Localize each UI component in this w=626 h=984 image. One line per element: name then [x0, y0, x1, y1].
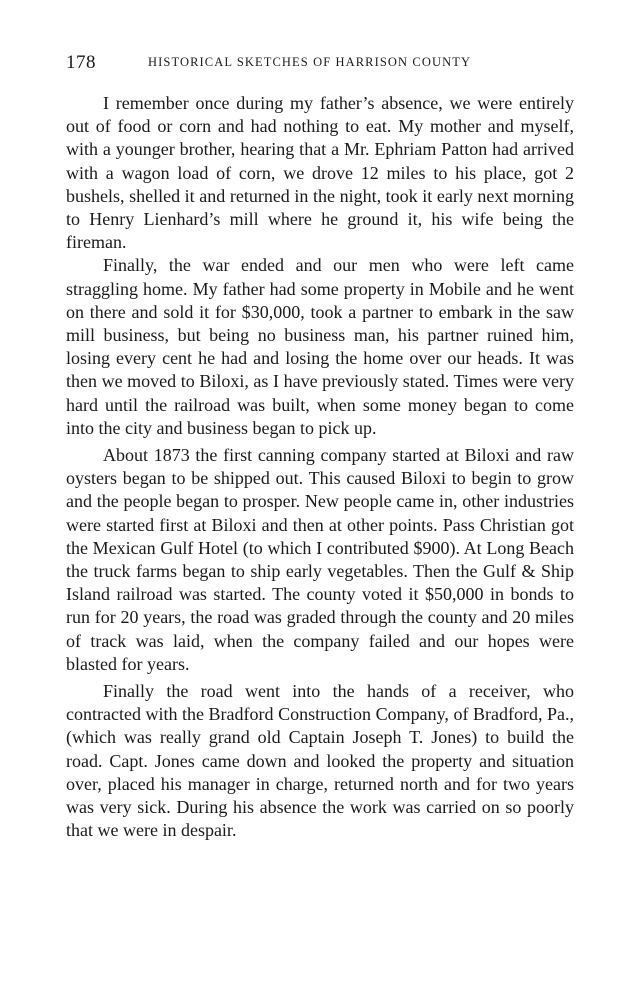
paragraph-2: Finally, the war ended and our men who were left came straggling home. My father had some property in Mobile and he went on there and sold it for $30,000, took a partner to embark in the saw mill business, but being no business man, his partner ruined him, losing every cent he had and losing the home over our heads. It was then we moved to Biloxi, as I have previously stated. Times were very hard until the railroad was built, when some money began to come into the city and business began to pick up.	[66, 255, 574, 438]
page-header	[66, 52, 556, 76]
paragraph-1: I remember once during my father’s absence, we were entirely out of food or corn and had nothing to eat. My mother and myself, with a younger brother, hearing that a Mr. Ephriam Patton had arrived with a wagon load of corn, we drove 12 miles to his place, got 2 bushels, shelled it and returned in the night, took it early next morning to Henry Lienhard’s mill where he ground it, his wife being the fireman.	[66, 93, 574, 253]
running-title: HISTORICAL SKETCHES OF HARRISON COUNTY	[148, 55, 472, 69]
paragraph-4: Finally the road went into the hands of a receiver, who contracted with the Bradford Construction Company, of Bradford, Pa., (which was really grand old Captain Joseph T. Jones) to build the road. Capt. Jones came down and looked the property and situation over, placed his manager in charge, returned north and for two years was very sick. During his absence the work was carried on so poorly that we were in despair.	[66, 681, 574, 841]
body-text	[66, 92, 574, 843]
page-number: 178	[66, 52, 96, 73]
paragraph-3: About 1873 the first canning company started at Biloxi and raw oysters began to be shipped out. This caused Biloxi to begin to grow and the people began to prosper. New people came in, other industries were started first at Biloxi and then at other points. Pass Christian got the Mexican Gulf Hotel (to which I contributed $900). At Long Beach the truck farms began to ship early vegetables. Then the Gulf & Ship Island railroad was started. The county voted it $50,000 in bonds to run for 20 years, the road was graded through the county and 20 miles of track was laid, when the company failed and our hopes were blasted for years.	[66, 445, 574, 674]
